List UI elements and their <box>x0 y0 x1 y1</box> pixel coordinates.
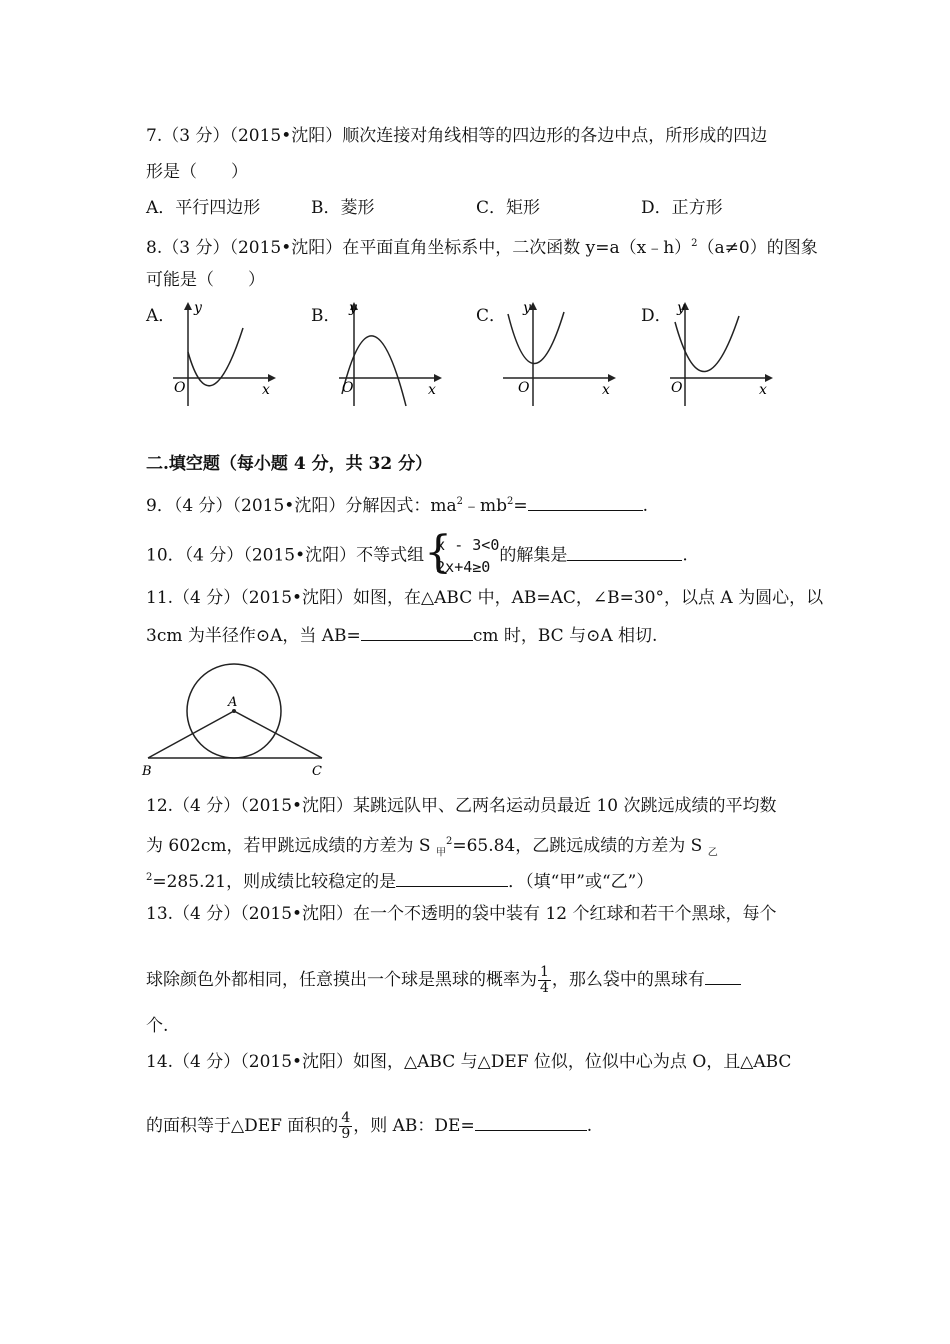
point-a-label: A <box>228 695 238 710</box>
q8-stem-line1: 8.（3 分）（2015•沈阳）在平面直角坐标系中，二次函数 y=a（x﹣h）$^2$（a≠0）的图象 <box>146 238 818 258</box>
y-axis-label: y <box>523 300 531 316</box>
q12-answer-blank <box>396 868 508 887</box>
q11-stem-line2: 3cm 为半径作⊙A，当 AB= cm 时，BC 与⊙A 相切. <box>146 622 657 648</box>
q14-answer-blank <box>475 1112 587 1131</box>
q11-answer-blank <box>361 622 473 641</box>
y-axis-label: y <box>194 300 202 316</box>
q8-option-b-label: B． <box>311 306 341 326</box>
q13-fraction: $\frac{1}{4}$ <box>540 964 549 996</box>
q13-stem-line3: 个. <box>146 1016 169 1036</box>
y-axis-label: y <box>349 300 357 316</box>
q11-stem-line1: 11.（4 分）（2015•沈阳）如图，在△ABC 中，AB=AC，∠B=30°，以点 A 为圆心，以 <box>146 588 824 608</box>
q12-stem-line3: $^2$=285.21，则成绩比较稳定的是 ．（填“甲”或“乙”） <box>146 866 653 894</box>
q9-stem: 9．（4 分）（2015•沈阳）分解因式：$ma^2﹣mb^2=$ . <box>146 490 648 518</box>
q11-figure <box>140 656 340 780</box>
point-c-label: C <box>312 764 322 779</box>
q8-option-a-label: A． <box>146 306 176 326</box>
x-axis-label: x <box>262 382 270 398</box>
q7-stem-line1: 7.（3 分）（2015•沈阳）顺次连接对角线相等的四边形的各边中点，所形成的四边 <box>146 126 768 146</box>
q13-answer-blank <box>705 966 741 985</box>
y-axis-label: y <box>677 300 685 316</box>
x-axis-label: x <box>602 382 610 398</box>
q12-stem-line2: 为 602cm，若甲跳远成绩的方差为 S $_甲^2$=65.84，乙跳远成绩的方差为 S $_乙$ <box>146 836 718 859</box>
origin-label: O <box>671 380 683 396</box>
q7-option-c: C．矩形 <box>476 198 541 218</box>
q7-option-b: B．菱形 <box>311 198 375 218</box>
x-axis-label: x <box>428 382 436 398</box>
q9-answer-blank <box>528 492 643 511</box>
q12-stem-line1: 12.（4 分）（2015•沈阳）某跳远队甲、乙两名运动员最近 10 次跳远成绩的平均数 <box>146 796 777 816</box>
q8-option-d-label: D． <box>641 306 672 326</box>
q7-option-d: D．正方形 <box>641 198 723 218</box>
q14-stem-line1: 14.（4 分）（2015•沈阳）如图，△ABC 与△DEF 位似，位似中心为点 O，且△ABC <box>146 1052 792 1072</box>
q8-stem-line2: 可能是（ ） <box>146 270 265 290</box>
origin-label: O <box>174 380 186 396</box>
q14-stem-line2: 的面积等于△DEF 面积的 $\frac{4}{9}$ ，则 AB：DE= . <box>146 1110 593 1142</box>
q8-graph-d <box>665 298 775 410</box>
q10-stem: 10．（4 分）（2015•沈阳）不等式组 { x - 3<0 2x+4≥0 的解集是 . <box>146 527 688 578</box>
x-axis-label: x <box>759 382 767 398</box>
q13-stem-line2: 球除颜色外都相同，任意摸出一个球是黑球的概率为 $\frac{1}{4}$ ，那么袋中的黑球有 <box>146 960 741 1000</box>
q8-graph-a <box>168 298 278 410</box>
q8-graph-c <box>498 298 618 410</box>
origin-label: O <box>342 380 354 396</box>
q13-stem-line1: 13.（4 分）（2015•沈阳）在一个不透明的袋中装有 12 个红球和若干个黑球，每个 <box>146 904 777 924</box>
origin-label: O <box>518 380 530 396</box>
q7-stem-line2: 形是（ ） <box>146 162 248 182</box>
point-b-label: B <box>142 764 152 779</box>
q14-fraction: $\frac{4}{9}$ <box>341 1110 351 1142</box>
section-2-title: 二.填空题（每小题 4 分，共 32 分） <box>146 454 433 474</box>
inequality-system: { x - 3<0 2x+4≥0 <box>424 527 500 578</box>
q10-answer-blank <box>567 542 682 561</box>
q8-option-c-label: C． <box>476 306 507 326</box>
q7-option-a: A．平行四边形 <box>146 198 261 218</box>
q8-graph-b <box>334 298 444 410</box>
